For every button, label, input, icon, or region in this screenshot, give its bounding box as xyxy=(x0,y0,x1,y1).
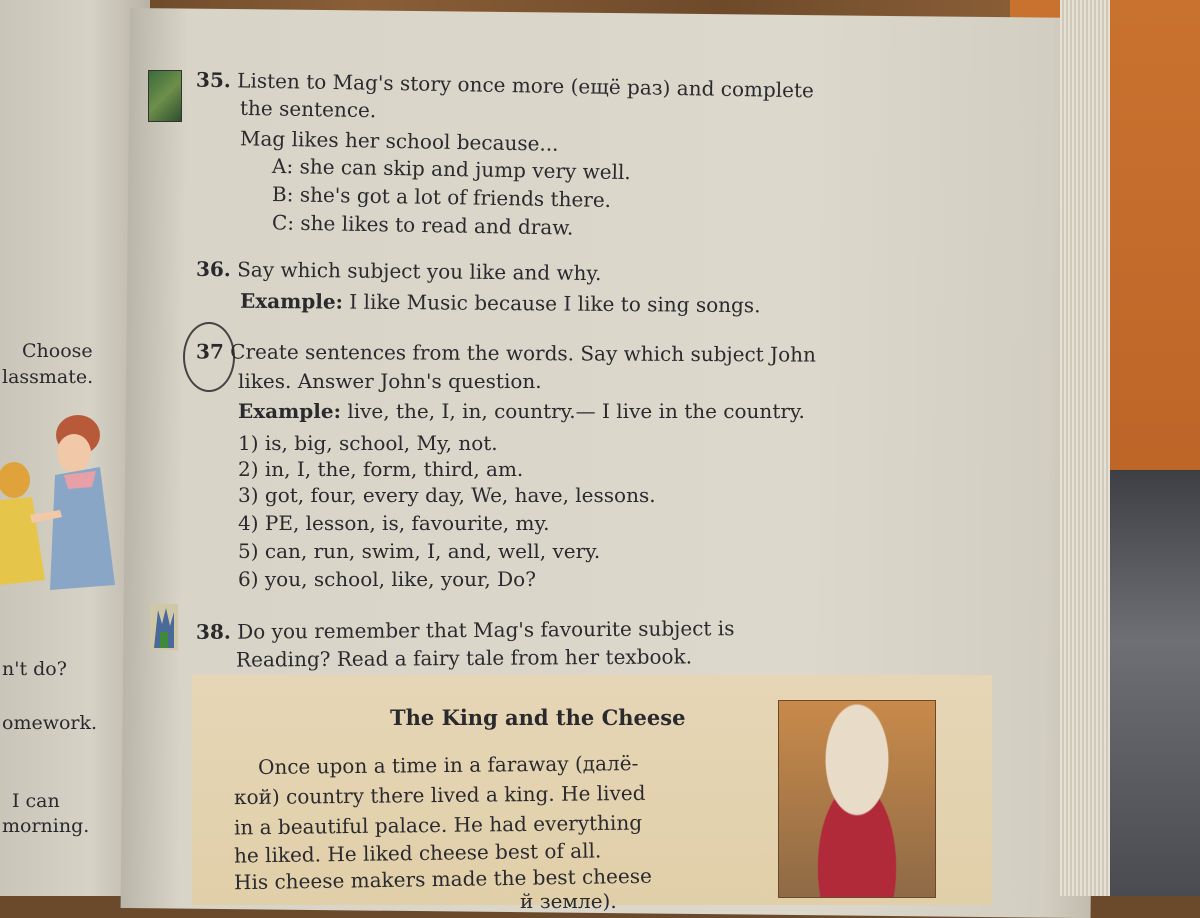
exercise-number: 38. xyxy=(195,619,231,644)
tale-line: His cheese makers made the best cheese xyxy=(233,863,653,895)
page-edges xyxy=(1060,0,1110,896)
question-stem: Mag likes her school because... xyxy=(239,126,559,156)
exercise-38 xyxy=(196,615,735,645)
answer-option: A: she can skip and jump very well. xyxy=(271,153,631,185)
instruction-text: Say which subject you like and why. xyxy=(237,257,602,286)
example-text: live, the, I, in, country.— I live in the country. xyxy=(347,399,805,423)
left-text-line: omework. xyxy=(2,712,98,734)
list-item: 1) is, big, school, My, not. xyxy=(238,431,498,455)
exercise-number: 37 xyxy=(195,339,224,364)
answer-option: B: she's got a lot of friends there. xyxy=(271,182,612,212)
list-item: 5) can, run, swim, I, and, well, very. xyxy=(238,539,601,563)
left-text-line: Choose xyxy=(22,340,93,362)
example-line xyxy=(240,288,761,319)
list-item: 6) you, school, like, your, Do? xyxy=(238,567,536,591)
tale-title: The King and the Cheese xyxy=(390,705,686,730)
tale-line: in a beautiful palace. He had everything xyxy=(233,810,643,840)
listening-book-icon xyxy=(148,70,182,122)
exercise-number: 36. xyxy=(195,256,231,282)
exercise-number: 35. xyxy=(195,67,232,93)
instruction-text: Do you remember that Mag's favourite subject is xyxy=(237,616,735,644)
tale-line: he liked. He liked cheese best of all. xyxy=(233,838,602,868)
tale-line: й земле). xyxy=(520,889,617,913)
exercise-36 xyxy=(196,256,602,286)
tale-line: Once upon a time in a faraway (далё- xyxy=(257,751,639,779)
instruction-text: the sentence. xyxy=(239,95,377,123)
list-item: 2) in, I, the, form, third, am. xyxy=(238,457,524,481)
tale-line: кой) country there lived a king. He lived xyxy=(233,780,646,810)
left-text-line: n't do? xyxy=(2,658,67,680)
left-text-line: lassmate. xyxy=(2,366,94,388)
left-text-line: I can xyxy=(12,790,60,812)
king-illustration xyxy=(778,700,936,898)
children-illustration xyxy=(0,405,135,595)
instruction-text: Reading? Read a fairy tale from her texbook. xyxy=(235,644,693,672)
exercise-37 xyxy=(196,338,816,367)
reading-tree-icon xyxy=(150,604,178,650)
example-label: Example: xyxy=(239,288,344,314)
answer-option: C: she likes to read and draw. xyxy=(271,210,574,240)
list-item: 4) PE, lesson, is, favourite, my. xyxy=(238,511,550,535)
instruction-text: Listen to Mag's story once more (ещё раз) and complete xyxy=(236,68,815,103)
list-item: 3) got, four, every day, We, have, lessons. xyxy=(238,483,656,507)
example-text: I like Music because I like to sing songs. xyxy=(349,289,761,318)
example-line xyxy=(238,398,805,424)
instruction-text: likes. Answer John's question. xyxy=(238,369,542,393)
example-label: Example: xyxy=(238,399,341,423)
dark-object xyxy=(1100,470,1200,896)
instruction-text: Create sentences from the words. Say which subject John xyxy=(230,339,816,367)
left-text-line: morning. xyxy=(2,815,90,837)
